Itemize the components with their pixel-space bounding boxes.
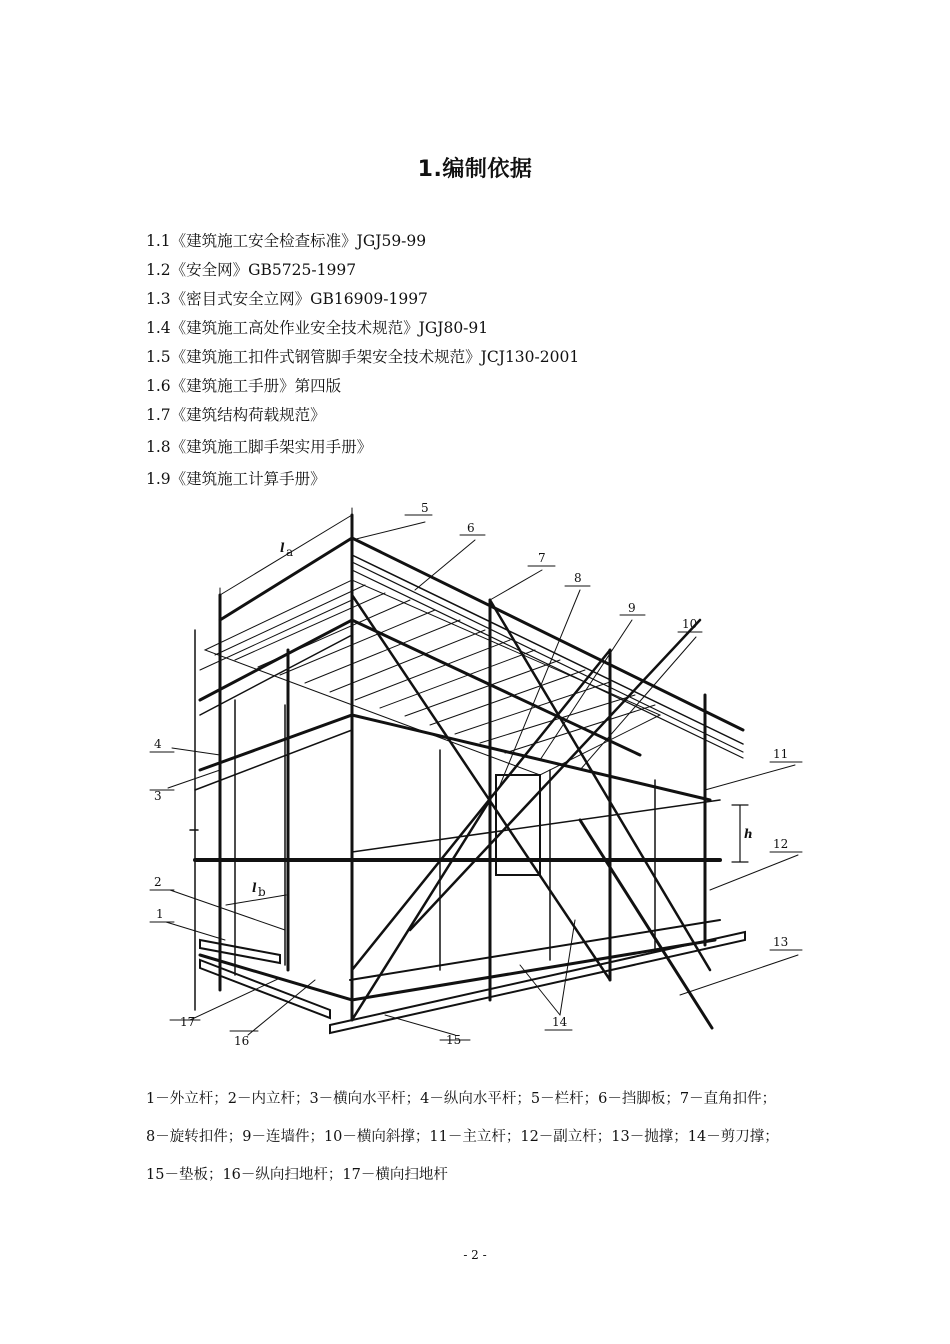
reference-item: 1.7《建筑结构荷载规范》 [146,406,326,424]
label-la: l [280,541,285,555]
reference-list [146,227,579,494]
label-10: 10 [682,617,698,631]
legend-line: 8－旋转扣件；9－连墙件；10－横向斜撑；11－主立杆；12－副立杆；13－抛撑；14－剪刀撑； [146,1129,779,1145]
reference-item: 1.6《建筑施工手册》第四版 [146,377,342,395]
label-12: 12 [773,837,789,851]
legend-line: 1－外立杆；2－内立杆；3－横向水平杆；4－纵向水平杆；5－栏杆；6－挡脚板；7－直角扣件； [146,1091,777,1107]
page-title: 1.编制依据 [417,157,533,182]
label-3: 3 [154,789,162,803]
label-13: 13 [773,935,789,949]
label-1: 1 [156,907,164,921]
label-7: 7 [538,551,546,565]
label-6: 6 [467,521,475,535]
scaffold-drawing [140,500,789,1060]
reference-item: 1.3《密目式安全立网》GB16909-1997 [146,290,428,308]
label-h: h [744,827,753,841]
scaffold-diagram [140,500,789,1060]
legend-line: 15－垫板；16－纵向扫地杆；17－横向扫地杆 [146,1167,448,1183]
reference-item: 1.8《建筑施工脚手架实用手册》 [146,438,373,456]
label-14: 14 [552,1015,568,1029]
label-lb: l [252,881,257,895]
reference-item: 1.5《建筑施工扣件式钢管脚手架安全技术规范》JCJ130-2001 [146,348,580,366]
label-lb-sub: b [258,885,266,899]
label-15: 15 [446,1033,462,1047]
label-9: 9 [628,601,636,615]
reference-item: 1.1《建筑施工安全检查标准》JGJ59-99 [146,232,427,250]
label-17: 17 [180,1015,196,1029]
label-4: 4 [154,737,162,751]
label-11: 11 [773,747,789,761]
label-5: 5 [421,501,429,515]
figure-legend [146,1080,836,1194]
label-8: 8 [574,571,582,585]
page-number: - 2 - [463,1248,487,1262]
reference-item: 1.9《建筑施工计算手册》 [146,470,326,488]
label-16: 16 [234,1034,250,1048]
label-2: 2 [154,875,162,889]
reference-item: 1.2《安全网》GB5725-1997 [146,261,357,279]
reference-item: 1.4《建筑施工高处作业安全技术规范》JGJ80-91 [146,319,489,337]
label-la-sub: a [286,545,294,559]
